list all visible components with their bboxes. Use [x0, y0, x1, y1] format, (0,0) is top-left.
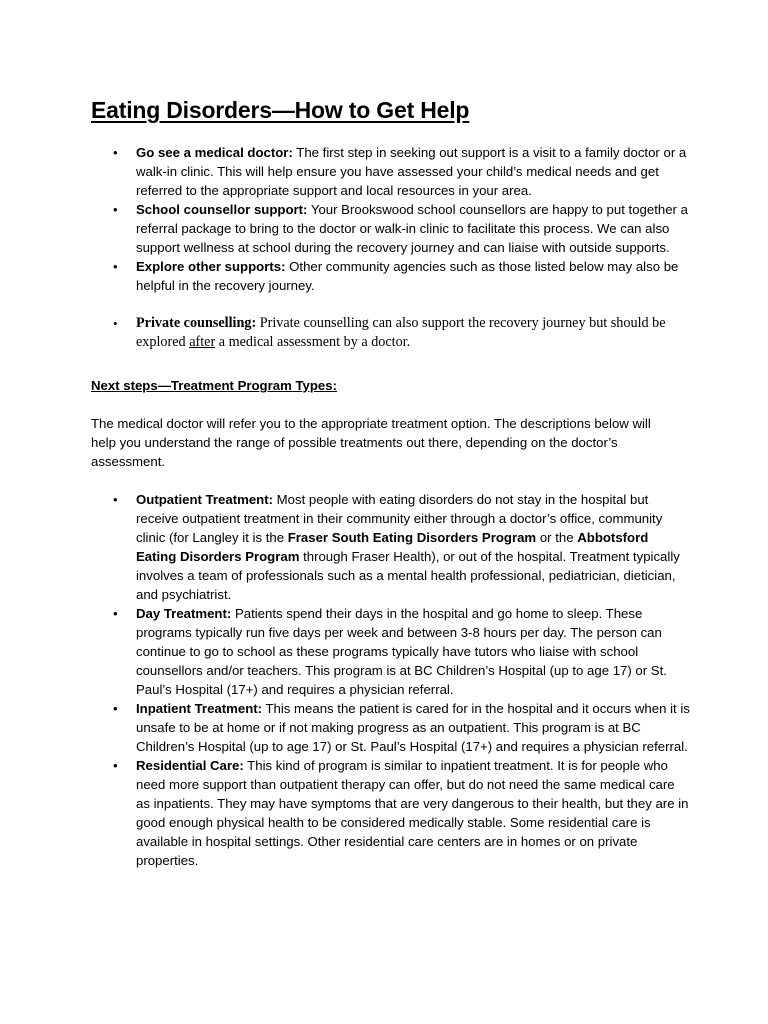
bullet-icon: • — [113, 202, 118, 217]
item-lead: Explore other supports: — [136, 259, 286, 274]
item-lead: Residential Care: — [136, 758, 244, 773]
item-text: Most people with eating disorders do not stay in the hospital but receive outpatient treatment in their community either through a doctor’s office, community clinic (for Langley it is the — [136, 492, 663, 545]
list-item — [91, 314, 691, 352]
item-text: or the — [536, 530, 578, 545]
program-name: Fraser South Eating Disorders Program — [287, 530, 537, 545]
list-item — [91, 756, 691, 870]
bullet-icon: • — [113, 259, 118, 274]
item-text: Other community agencies such as those listed below may also be helpful in the recovery journey. — [136, 259, 679, 293]
item-text: This kind of program is similar to inpatient treatment. It is for people who need more support than outpatient therapy can offer, but do not need the same medical care as inpatients. They may have symptoms that are very dangerous to their health, but they are in good enough physical health to be considered medically stable. Some residential care is available in hospital settings. Other residential care centers are in homes or on private properties. — [136, 758, 689, 868]
item-text: through Fraser Health), or out of the hospital. Treatment typically involves a team of professionals such as a mental health professional, pediatrician, dietician, and psychiatrist. — [136, 549, 680, 602]
bullet-icon: • — [113, 316, 118, 331]
bullet-icon: • — [113, 701, 118, 716]
bullet-icon: • — [113, 606, 118, 621]
list-item — [91, 257, 691, 295]
bullet-icon: • — [113, 145, 118, 160]
intro-paragraph: The medical doctor will refer you to the appropriate treatment option. The descriptions below will help you understand the range of possible treatments out there, depending on the doctor’s assessment. — [91, 416, 651, 469]
item-lead: Go see a medical doctor: — [136, 145, 293, 160]
treatment-list — [91, 490, 691, 870]
help-list — [91, 143, 691, 352]
item-lead: School counsellor support: — [136, 202, 308, 217]
list-item — [91, 200, 691, 257]
item-text: Patients spend their days in the hospital and go home to sleep. These programs typically run five days per week and between 3-8 hours per day. The person can continue to go to school as these programs typically have tutors who liaise with school counsellors and/or teachers. This program is at BC Children’s Hospital (up to age 17) or St. Paul’s Hospital (17+) and requires a physician referral. — [136, 606, 667, 697]
item-text: a medical assessment by a doctor. — [215, 334, 411, 350]
item-text: Your Brookswood school counsellors are happy to put together a referral package to bring to the doctor or walk-in clinic to facilitate this process. We can also support wellness at school during the recovery journey and can liaise with outside supports. — [136, 202, 688, 255]
document-page — [91, 95, 691, 870]
bullet-icon: • — [113, 492, 118, 507]
list-item — [91, 699, 691, 756]
item-text: The first step in seeking out support is a visit to a family doctor or a walk-in clinic. This will help ensure you have assessed your child’s medical needs and get referred to the appropriate support and local resources in your area. — [136, 145, 687, 198]
item-lead: Private counselling: — [136, 315, 257, 331]
program-name: Abbotsford Eating Disorders Program — [136, 530, 649, 564]
item-lead: Outpatient Treatment: — [136, 492, 274, 507]
list-item — [91, 604, 691, 699]
item-lead: Day Treatment: — [136, 606, 232, 621]
list-item — [91, 143, 691, 200]
emphasis-underline: after — [189, 334, 216, 350]
item-lead: Inpatient Treatment: — [136, 701, 263, 716]
item-text: This means the patient is cared for in the hospital and it occurs when it is unsafe to be at home or if not making progress as an outpatient. This program is at BC Children’s Hospital (up to age 17) or St. Paul’s Hospital (17+) and requires a physician referral. — [136, 701, 690, 754]
list-item — [91, 490, 691, 604]
bullet-icon: • — [113, 758, 118, 773]
page-title: Eating Disorders—How to Get Help — [91, 97, 470, 123]
item-text: Private counselling can also support the recovery journey but should be explored — [136, 315, 666, 350]
section-heading: Next steps—Treatment Program Types: — [91, 378, 337, 393]
